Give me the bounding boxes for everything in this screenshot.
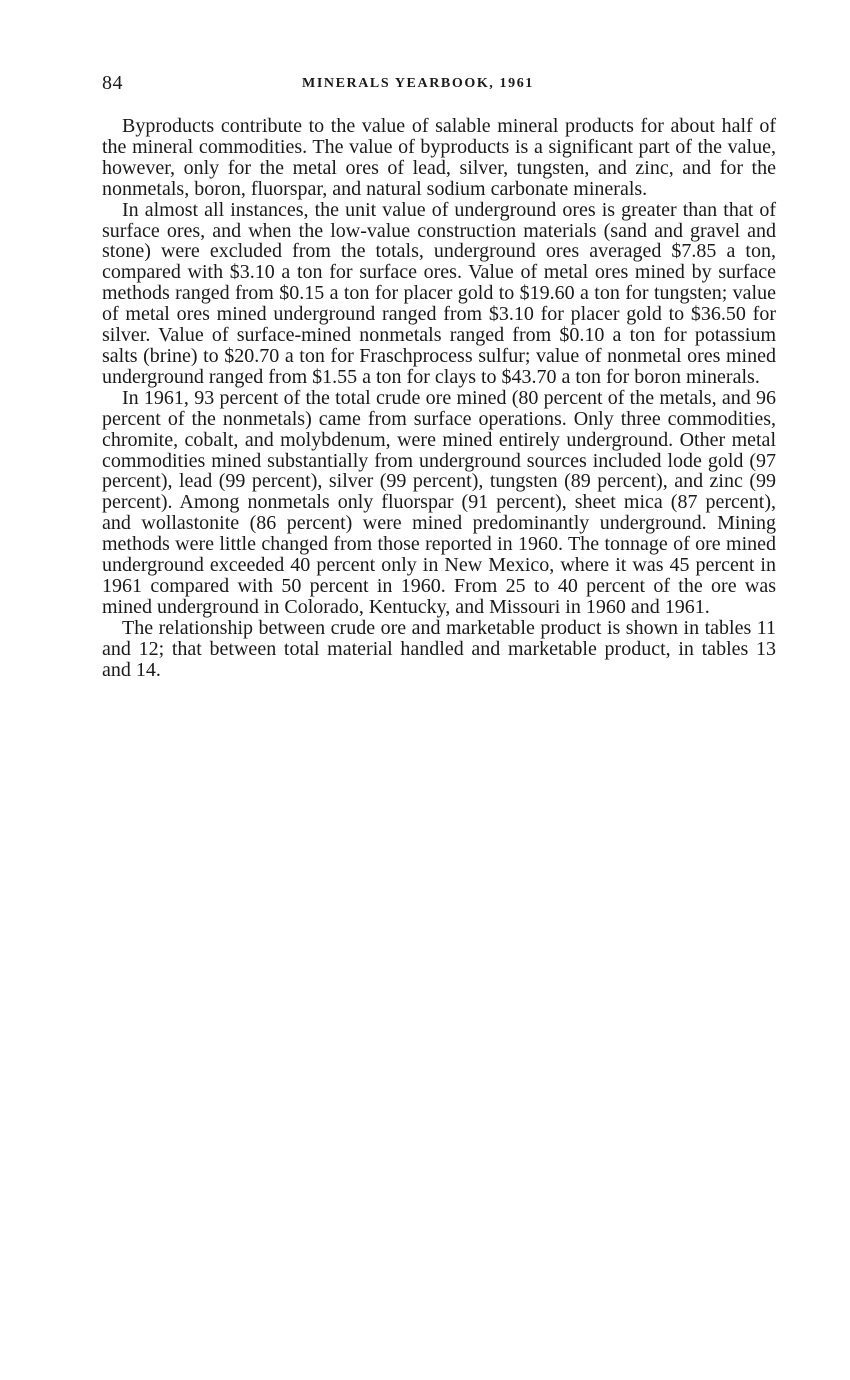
page-number: 84 (102, 72, 123, 94)
paragraph-unit-value: In almost all instances, the unit value of underground ores is greater than that of surface ores, and when the low-value construction materials (sand and gravel and stone) were excluded from the totals, underground ores averaged $7.85 a ton, compared with $3.10 a ton for surface ores. Value of metal ores mined by surface methods ranged from $0.15 a ton for placer gold to $19.60 a ton for tungsten; value of metal ores mined underground ranged from $3.10 for placer gold to $36.50 for silver. Value of surface-mined nonmetals ranged from $0.10 a ton for potassium salts (brine) to $20.70 a ton for Fraschprocess sulfur; value of nonmetal ores mined underground ranged from $1.55 a ton for clays to $43.70 a ton for boron minerals. (102, 198, 776, 388)
body-text (102, 116, 776, 680)
paragraph-surface-operations: In 1961, 93 percent of the total crude ore mined (80 percent of the metals, and 96 percent of the nonmetals) came from surface operations. Only three commodities, chromite, cobalt, and molybdenum, were mined entirely underground. Other metal commodities mined substantially from underground sources included lode gold (97 percent), lead (99 percent), silver (99 percent), tungsten (89 percent), and zinc (99 percent). Among nonmetals only fluorspar (91 percent), sheet mica (87 percent), and wollastonite (86 percent) were mined predominantly underground. Mining methods were little changed from those reported in 1960. The tonnage of ore mined underground exceeded 40 percent only in New Mexico, where it was 45 percent in 1961 compared with 50 percent in 1960. From 25 to 40 percent of the ore was mined underground in Colorado, Kentucky, and Missouri in 1960 and 1961. (102, 386, 776, 618)
running-header (102, 72, 776, 102)
paragraph-relationship: The relationship between crude ore and marketable product is shown in tables 11 and 12; that between total material handled and marketable product, in tables 13 and 14. (102, 616, 776, 681)
document-page (102, 72, 776, 680)
paragraph-byproducts: Byproducts contribute to the value of salable mineral products for about half of the mineral commodities. The value of byproducts is a significant part of the value, however, only for the metal ores of lead, silver, tungsten, and zinc, and for the nonmetals, boron, fluorspar, and natural sodium carbonate minerals. (102, 115, 776, 200)
running-title: MINERALS YEARBOOK, 1961 (302, 76, 534, 91)
